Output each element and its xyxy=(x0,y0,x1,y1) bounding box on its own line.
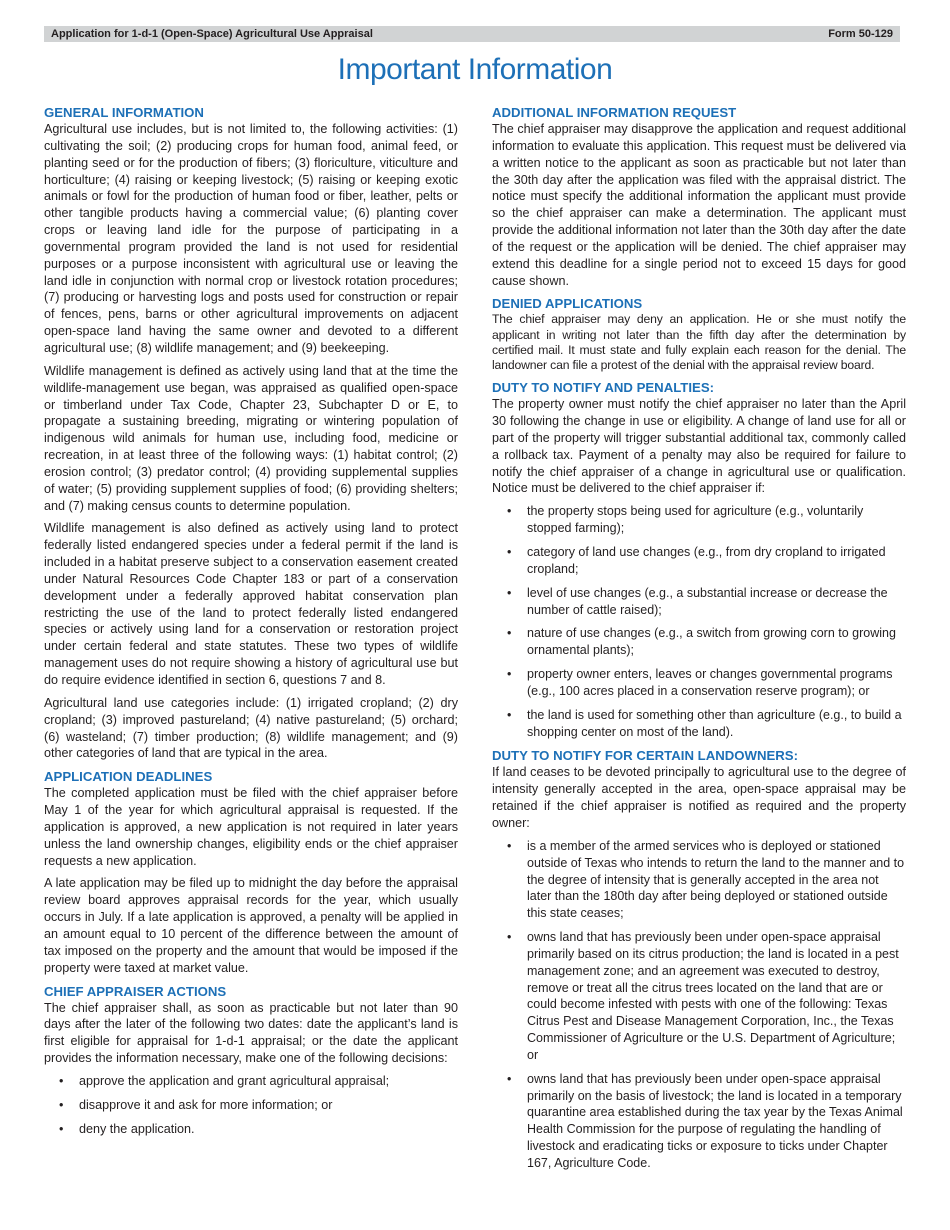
bullet-icon: • xyxy=(507,667,512,682)
list-item: • is a member of the armed services who is deployed or stationed outside of Texas who intends to return the land to the manner and to the degree of intensity that is generally accepted in the area not later than the 180th day after being deployed or stationed outside this state ceases; xyxy=(507,838,905,921)
bullet-icon: • xyxy=(59,1121,64,1136)
certain-landowners-heading: DUTY TO NOTIFY FOR CERTAIN LANDOWNERS: xyxy=(492,748,798,764)
list-item: • category of land use changes (e.g., from dry cropland to irrigated cropland; xyxy=(507,545,886,576)
denied-paragraph-1: The chief appraiser may deny an application. He or she must notify the applicant in writing not later than the fifth day after the determination by certified mail. It must state and fully explain each reason for the denial. The landowner can file a protest of the denial with the appraisal review board. xyxy=(492,312,906,373)
general-paragraph-2: Wildlife management is defined as actively using land that at the time the wildlife-management use began, was appraised as qualified open-space or timberland under Tax Code, Chapter 23, Subchapter D or E, to propagate a sustaining breeding, migrating or wintering population of indigenous wild animals for human use, including food, medicine or recreation, in at least three of the following ways: (1) habitat control; (2) erosion control; (3) predator control; (4) providing supplemental supplies of water; (5) providing supplement supplies of food; (6) providing shelters; and (7) making census counts to determine population. xyxy=(44,363,458,513)
bullet-icon: • xyxy=(59,1097,64,1112)
bullet-icon: • xyxy=(507,504,512,519)
bullet-icon: • xyxy=(507,838,512,853)
general-paragraph-3: Wildlife management is also defined as actively using land to protect federally listed endangered species under a federal permit if the land is included in a habitat preserve subject to a conservation easement created under Natural Resources Code Chapter 183 or part of a conservation development under a federally approved habitat conservation plan restricting the use of the land to protect federally listed endangered species or actively using land for a conservation or restoration project under certain federal and state statutes. These two types of wildlife management uses do not require showing a history of agricultural use but do require evidence identified in section 6, questions 7 and 8. xyxy=(44,521,458,687)
left-column xyxy=(44,104,458,1144)
bullet-icon: • xyxy=(507,545,512,559)
deadlines-paragraph-1: The completed application must be filed with the chief appraiser before May 1 of the year for which agricultural appraisal is requested. If the application is approved, a new application is not required in later years unless the land ownership changes, eligibility ends or the chief appraiser requests a new application. xyxy=(44,786,458,868)
list-item: • owns land that has previously been under open-space appraisal primarily on the basis of livestock; the land is located in a temporary quarantine area established during the tax year by the Texas Animal Health Commission for the purpose of regulating the handling of livestock and eradicating ticks or exposure to ticks under Chapter 167, Agriculture Code. xyxy=(507,1071,903,1170)
list-item: • disapprove it and ask for more information; or xyxy=(59,1097,333,1112)
application-deadlines-heading: APPLICATION DEADLINES xyxy=(44,769,213,785)
form-title: Application for 1-d-1 (Open-Space) Agricultural Use Appraisal xyxy=(51,28,373,40)
actions-paragraph-1: The chief appraiser shall, as soon as practicable but not later than 90 days after the later of the following two dates: date the applicant’s land is first eligible for appraisal for 1-d-1 appraisal; or the date the applicant provides the information necessary, make one of the following decisions: xyxy=(44,1000,458,1066)
page-title: Important Information xyxy=(337,53,613,86)
list-item: • property owner enters, leaves or changes governmental programs (e.g., 100 acres placed in a conservation reserve program); or xyxy=(507,667,893,698)
list-item: • nature of use changes (e.g., a switch from growing corn to growing ornamental plants); xyxy=(507,626,896,658)
notify-paragraph-1: The property owner must notify the chief appraiser no later than the April 30 following the change in use or eligibility. A change of land use for all or part of the property will trigger substantial additional tax, commonly called a rollback tax. Payment of a penalty may also be required for failure to notify the chief appraiser of a change in agricultural use or qualification. Notice must be delivered to the chief appraiser if: xyxy=(492,397,906,496)
bullet-icon: • xyxy=(59,1073,64,1088)
additional-information-heading: ADDITIONAL INFORMATION REQUEST xyxy=(492,105,737,120)
denied-applications-heading: DENIED APPLICATIONS xyxy=(492,296,643,312)
bullet-icon: • xyxy=(507,626,512,641)
list-item: • the land is used for something other than agriculture (e.g., to build a shopping center on most of the land). xyxy=(507,707,902,739)
chief-appraiser-actions-heading: CHIEF APPRAISER ACTIONS xyxy=(44,983,227,999)
deadlines-paragraph-2: A late application may be filed up to midnight the day before the appraisal review board approves appraisal records for the year, which usually occurs in July. If a late application is approved, a penalty will be applied in an amount equal to 10 percent of the difference between the amount of tax imposed on the property and the amount that would be imposed if the property were taxed at market value. xyxy=(44,876,458,975)
right-column xyxy=(492,104,906,1179)
list-item: • deny the application. xyxy=(59,1121,195,1136)
general-information-heading: GENERAL INFORMATION xyxy=(44,105,204,120)
bullet-icon: • xyxy=(507,707,512,722)
duty-to-notify-heading: DUTY TO NOTIFY AND PENALTIES: xyxy=(492,380,715,396)
list-item: • approve the application and grant agricultural appraisal; xyxy=(59,1073,390,1088)
list-item: • the property stops being used for agriculture (e.g., voluntarily stopped farming); xyxy=(507,504,864,536)
list-item: • owns land that has previously been under open-space appraisal primarily based on its citrus production; the land is located in a pest management zone; and an agreement was executed to destroy, remove or treat all the citrus trees located on the land that are or could become infested with pests with one of the following: Texas Citrus Pest and Disease Management Corporation, Inc., the Texas Commissioner of Agriculture or the U.S. Department of Agriculture; or xyxy=(507,930,899,1062)
list-item: • level of use changes (e.g., a substantial increase or decrease the number of cattle raised); xyxy=(507,585,888,617)
form-number: Form 50-129 xyxy=(828,28,893,40)
bullet-icon: • xyxy=(507,585,512,600)
notify-conditions-list xyxy=(492,503,906,740)
landowners-paragraph-1: If land ceases to be devoted principally to agricultural use to the degree of intensity generally accepted in the area, open-space appraisal may be retained if the chief appraiser is notified as required and the property owner: xyxy=(492,765,906,830)
general-paragraph-4: Agricultural land use categories include: (1) irrigated cropland; (2) dry cropland; (3) improved pastureland; (4) native pastureland; (5) orchard; (6) wasteland; (7) timber production; (8) wildlife management; and (9) other categories of land that are typical in the area. xyxy=(44,695,458,761)
decisions-list xyxy=(44,1073,458,1138)
form-header-bar xyxy=(44,26,900,42)
bullet-icon: • xyxy=(507,930,512,945)
landowners-conditions-list xyxy=(492,838,906,1172)
additional-paragraph-1: The chief appraiser may disapprove the application and request additional information to evaluate this application. This request must be delivered via a written notice to the applicant as soon as practicable but not later than the 30th day after the application was filed with the appraisal district. The notice must specify the additional information the applicant must provide so the chief appraiser can make a determination. The applicant must provide the additional information not later than the 30th day after the date of the request or the application will be denied. The chief appraiser may extend this deadline for a single period not to exceed 15 days for good cause shown. xyxy=(492,122,906,288)
general-paragraph-1: Agricultural use includes, but is not limited to, the following activities: (1) cultivating the soil; (2) producing crops for human food, animal feed, or planting seed or for the production of fibers; (3) floriculture, viticulture and horticulture; (4) raising or keeping livestock; (5) raising or keeping exotic animals or fowl for the production of human food or fiber, leather, pelts or other tangible products having a commercial value; (6) planting cover crops or leaving land idle for the purpose of participating in a governmental program provided the land is not used for residential purposes or a purpose inconsistent with agricultural use or leaving the land idle in conjunction with normal crop or livestock rotation procedures; (7) producing or harvesting logs and posts used for construction or repair of fences, pens, barns or other agricultural improvements on adjacent open-space land having the same owner and devoted to a different agricultural use; (8) wildlife management; and (9) beekeeping. xyxy=(44,122,458,355)
bullet-icon: • xyxy=(507,1071,512,1086)
